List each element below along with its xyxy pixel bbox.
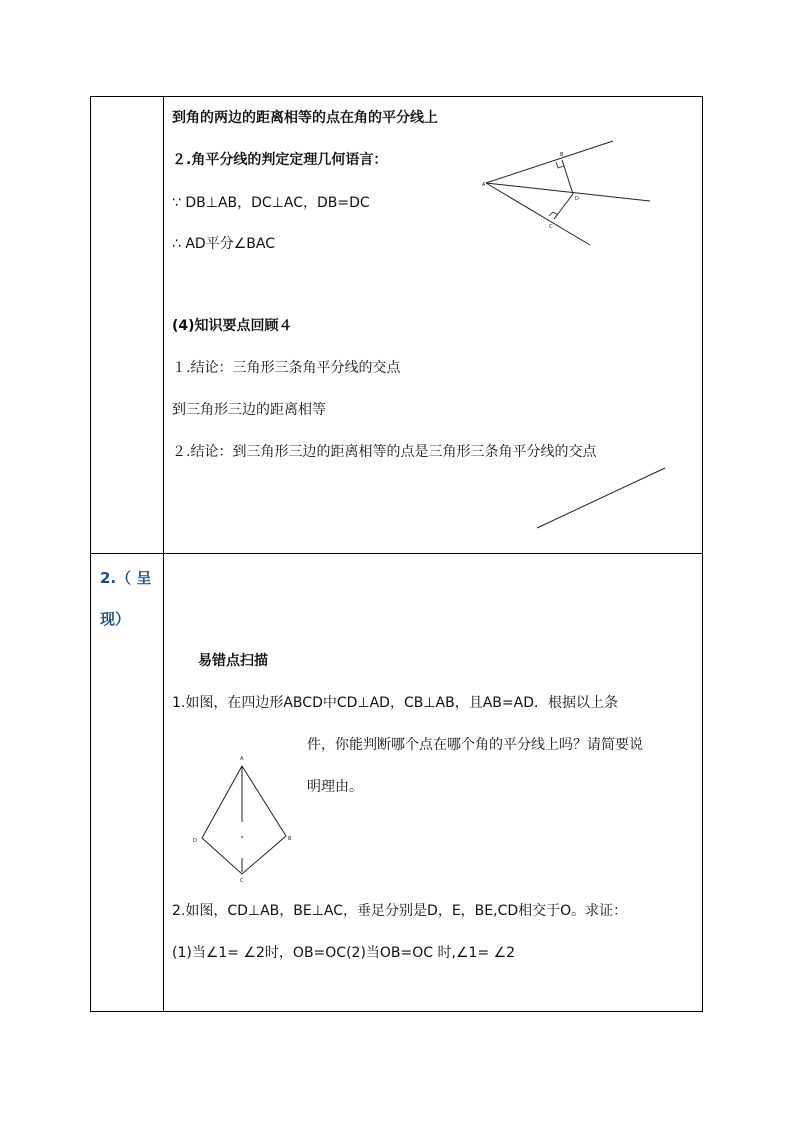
label-d: D <box>575 196 579 202</box>
label-b: B <box>288 836 292 842</box>
segment-dc <box>554 194 573 219</box>
conclusion: ∴ AD平分∠BAC <box>172 236 275 252</box>
angle-bisector-figure <box>480 138 660 253</box>
quadrilateral-figure <box>190 752 300 882</box>
question-1-line3: 明理由。 <box>307 779 363 795</box>
table-right-border <box>702 96 703 1012</box>
table-column-divider <box>163 96 164 1012</box>
decorative-line <box>535 466 667 530</box>
ray-ad <box>486 183 650 201</box>
review-heading: (4)知识要点回顾４ <box>172 318 293 334</box>
table-bottom-border <box>90 1011 703 1012</box>
review-conclusion-1-continued: 到三角形三边的距离相等 <box>172 402 326 418</box>
question-2-line2: (1)当∠1= ∠2时，OB=OC(2)当OB=OC 时,∠1= ∠2 <box>172 945 516 961</box>
label-c: C <box>240 878 244 884</box>
label-c: C <box>549 224 553 230</box>
question-1-line1: 1.如图，在四边形ABCD中CD⊥AD，CB⊥AB，且AB=AD．根据以上条 <box>172 695 618 711</box>
given-condition: ∵ DB⊥AB，DC⊥AC，DB=DC <box>172 195 370 211</box>
error-scan-heading: 易错点扫描 <box>198 653 268 669</box>
table-row-divider <box>90 553 703 554</box>
section-2-label-line1: 2.（ 呈 <box>100 569 152 587</box>
label-b: B <box>560 152 564 158</box>
table-left-border <box>90 96 91 1012</box>
theorem-statement: 到角的两边的距离相等的点在角的平分线上 <box>172 110 438 126</box>
stray-segment <box>537 468 665 528</box>
segment-db <box>562 160 573 194</box>
theorem-geometric-language-heading: ２.角平分线的判定定理几何语言： <box>172 152 388 168</box>
section-2-label-line2: 现） <box>100 610 131 628</box>
quadrilateral-abcd <box>202 766 286 874</box>
review-conclusion-2: ２.结论：到三角形三边的距离相等的点是三角形三条角平分线的交点 <box>172 444 597 460</box>
label-d: D <box>193 838 197 844</box>
ray-ab <box>486 141 613 183</box>
table-top-border <box>90 96 703 97</box>
question-2-line1: 2.如图，CD⊥AB，BE⊥AC，垂足分别是D，E，BE,CD相交于O。求证： <box>172 903 628 919</box>
label-a: A <box>482 182 486 188</box>
review-conclusion-1: １.结论：三角形三条角平分线的交点 <box>172 360 401 376</box>
question-1-line2: 件，你能判断哪个点在哪个角的平分线上吗？请简要说 <box>307 737 643 753</box>
label-a: A <box>240 756 244 762</box>
